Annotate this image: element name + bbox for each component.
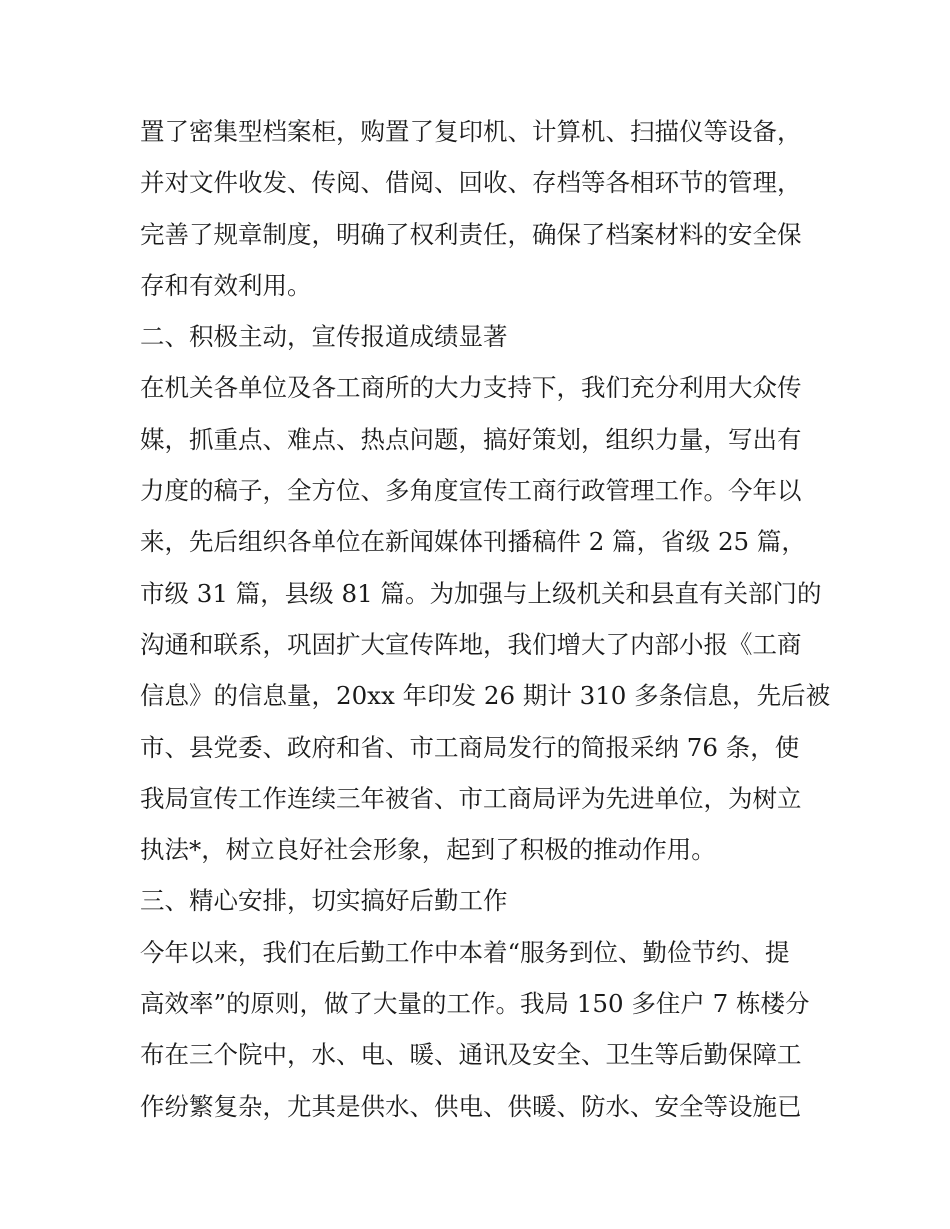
- text-line: 布在三个院中，水、电、暖、通讯及安全、卫生等后勤保障工: [140, 1040, 802, 1070]
- text-line: 并对文件收发、传阅、借阅、回收、存档等各相环节的管理，: [140, 168, 802, 198]
- text-line: 高效率”的原则，做了大量的工作。我局 150 多住户 7 栋楼分: [140, 989, 810, 1019]
- text-line: 力度的稿子，全方位、多角度宣传工商行政管理工作。今年以: [140, 476, 802, 506]
- text-line: 市、县党委、政府和省、市工商局发行的简报采纳 76 条，使: [140, 732, 800, 762]
- text-line: 我局宣传工作连续三年被省、市工商局评为先进单位，为树立: [140, 783, 802, 813]
- text-line: 置了密集型档案柜，购置了复印机、计算机、扫描仪等设备，: [140, 117, 802, 146]
- text-line: 作纷繁复杂，尤其是供水、供电、供暖、防水、安全等设施已: [140, 1091, 802, 1121]
- text-line: 市级 31 篇，县级 81 篇。为加强与上级机关和县直有关部门的: [140, 578, 822, 608]
- text-line: 信息》的信息量，20xx 年印发 26 期计 310 多条信息，先后被: [140, 681, 831, 711]
- text-line: 在机关各单位及各工商所的大力支持下，我们充分利用大众传: [140, 373, 802, 403]
- text-line: 完善了规章制度，明确了权利责任，确保了档案材料的安全保: [140, 219, 802, 249]
- section-heading: 二、积极主动，宣传报道成绩显著: [140, 322, 508, 352]
- text-line: 沟通和联系，巩固扩大宣传阵地，我们增大了内部小报《工商: [140, 629, 802, 659]
- text-line: 今年以来，我们在后勤工作中本着“服务到位、勤俭节约、提: [140, 937, 790, 967]
- document-body: [140, 106, 831, 1132]
- text-line: 来，先后组织各单位在新闻媒体刊播稿件 2 篇，省级 25 篇，: [140, 527, 806, 557]
- text-line: 媒，抓重点、难点、热点问题，搞好策划，组织力量，写出有: [140, 424, 802, 454]
- section-heading: 三、精心安排，切实搞好后勤工作: [140, 886, 508, 916]
- text-line: 执法*，树立良好社会形象，起到了积极的推动作用。: [140, 835, 716, 865]
- text-line: 存和有效利用。: [140, 270, 312, 300]
